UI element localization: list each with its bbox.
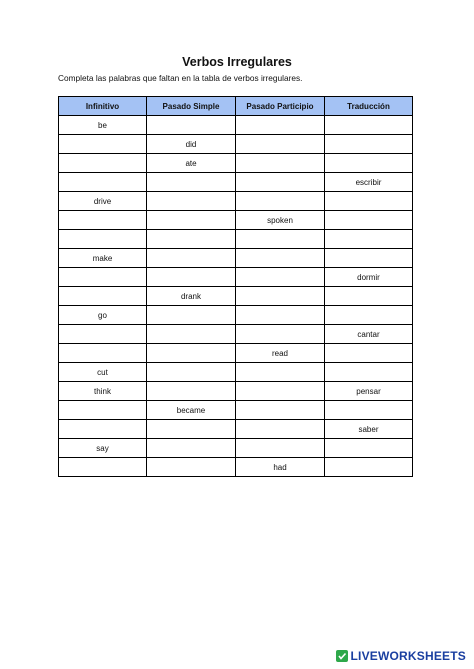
page-title: Verbos Irregulares <box>182 55 292 69</box>
cell-pasado-simple: did <box>147 135 236 154</box>
cell-pasado-participio[interactable] <box>236 420 325 439</box>
cell-pasado-participio[interactable] <box>236 287 325 306</box>
cell-pasado-participio[interactable] <box>236 325 325 344</box>
table-row <box>59 287 413 306</box>
cell-pasado-simple[interactable] <box>147 439 236 458</box>
brand-name: LIVEWORKSHEETS <box>350 649 466 663</box>
table-row <box>59 192 413 211</box>
cell-pasado-simple[interactable] <box>147 420 236 439</box>
cell-pasado-participio: spoken <box>236 211 325 230</box>
header-traduccion: Traducción <box>325 97 413 116</box>
cell-pasado-simple[interactable] <box>147 363 236 382</box>
table-row <box>59 268 413 287</box>
cell-traduccion[interactable] <box>325 363 413 382</box>
table-row <box>59 325 413 344</box>
cell-infinitivo: make <box>59 249 147 268</box>
header-pasado-simple: Pasado Simple <box>147 97 236 116</box>
cell-traduccion[interactable] <box>325 401 413 420</box>
cell-traduccion[interactable] <box>325 230 413 249</box>
cell-traduccion[interactable] <box>325 306 413 325</box>
cell-infinitivo[interactable] <box>59 211 147 230</box>
cell-pasado-simple[interactable] <box>147 211 236 230</box>
cell-infinitivo[interactable] <box>59 173 147 192</box>
table-row <box>59 173 413 192</box>
cell-pasado-simple[interactable] <box>147 173 236 192</box>
cell-pasado-participio[interactable] <box>236 439 325 458</box>
cell-pasado-simple: drank <box>147 287 236 306</box>
cell-pasado-participio[interactable] <box>236 363 325 382</box>
cell-infinitivo[interactable] <box>59 401 147 420</box>
cell-traduccion: pensar <box>325 382 413 401</box>
cell-traduccion: escribir <box>325 173 413 192</box>
cell-pasado-participio[interactable] <box>236 154 325 173</box>
liveworksheets-logo <box>336 649 466 663</box>
cell-traduccion[interactable] <box>325 154 413 173</box>
cell-traduccion[interactable] <box>325 211 413 230</box>
cell-infinitivo: go <box>59 306 147 325</box>
liveworksheets-logo-icon <box>336 650 348 662</box>
table-row <box>59 154 413 173</box>
cell-pasado-simple[interactable] <box>147 192 236 211</box>
cell-pasado-participio: read <box>236 344 325 363</box>
cell-traduccion[interactable] <box>325 135 413 154</box>
table-row <box>59 135 413 154</box>
cell-infinitivo[interactable] <box>59 230 147 249</box>
cell-pasado-simple[interactable] <box>147 344 236 363</box>
cell-pasado-participio: had <box>236 458 325 477</box>
cell-pasado-simple[interactable] <box>147 230 236 249</box>
cell-pasado-participio[interactable] <box>236 382 325 401</box>
cell-infinitivo: say <box>59 439 147 458</box>
cell-infinitivo[interactable] <box>59 135 147 154</box>
table-row <box>59 306 413 325</box>
cell-pasado-participio[interactable] <box>236 116 325 135</box>
table-header-row <box>59 97 413 116</box>
cell-pasado-participio[interactable] <box>236 268 325 287</box>
cell-pasado-simple: ate <box>147 154 236 173</box>
table-row <box>59 458 413 477</box>
table-row <box>59 382 413 401</box>
table-row <box>59 363 413 382</box>
table-row <box>59 116 413 135</box>
cell-pasado-simple[interactable] <box>147 268 236 287</box>
cell-pasado-simple[interactable] <box>147 458 236 477</box>
table-row <box>59 230 413 249</box>
cell-pasado-simple[interactable] <box>147 325 236 344</box>
cell-infinitivo[interactable] <box>59 154 147 173</box>
cell-pasado-participio[interactable] <box>236 173 325 192</box>
cell-pasado-participio[interactable] <box>236 135 325 154</box>
cell-traduccion: dormir <box>325 268 413 287</box>
cell-pasado-participio[interactable] <box>236 192 325 211</box>
cell-pasado-simple[interactable] <box>147 249 236 268</box>
header-pasado-participio: Pasado Participio <box>236 97 325 116</box>
cell-infinitivo[interactable] <box>59 268 147 287</box>
table-row <box>59 401 413 420</box>
cell-infinitivo: drive <box>59 192 147 211</box>
cell-traduccion[interactable] <box>325 344 413 363</box>
cell-pasado-simple[interactable] <box>147 116 236 135</box>
cell-traduccion: saber <box>325 420 413 439</box>
instructions-text: Completa las palabras que faltan en la tabla de verbos irregulares. <box>58 73 303 83</box>
cell-pasado-participio[interactable] <box>236 401 325 420</box>
cell-traduccion[interactable] <box>325 439 413 458</box>
cell-pasado-simple[interactable] <box>147 382 236 401</box>
cell-pasado-participio[interactable] <box>236 306 325 325</box>
cell-traduccion[interactable] <box>325 192 413 211</box>
cell-infinitivo[interactable] <box>59 287 147 306</box>
cell-traduccion[interactable] <box>325 116 413 135</box>
cell-pasado-simple[interactable] <box>147 306 236 325</box>
cell-traduccion[interactable] <box>325 249 413 268</box>
cell-infinitivo[interactable] <box>59 420 147 439</box>
table-row <box>59 249 413 268</box>
cell-pasado-simple: became <box>147 401 236 420</box>
cell-infinitivo[interactable] <box>59 344 147 363</box>
cell-infinitivo: cut <box>59 363 147 382</box>
table-row <box>59 211 413 230</box>
cell-traduccion: cantar <box>325 325 413 344</box>
cell-infinitivo[interactable] <box>59 325 147 344</box>
header-infinitivo: Infinitivo <box>59 97 147 116</box>
cell-pasado-participio[interactable] <box>236 230 325 249</box>
irregular-verbs-table <box>58 96 413 477</box>
table-row <box>59 344 413 363</box>
cell-infinitivo: think <box>59 382 147 401</box>
cell-infinitivo[interactable] <box>59 458 147 477</box>
cell-traduccion[interactable] <box>325 458 413 477</box>
table-row <box>59 439 413 458</box>
table-row <box>59 420 413 439</box>
cell-infinitivo: be <box>59 116 147 135</box>
cell-traduccion[interactable] <box>325 287 413 306</box>
cell-pasado-participio[interactable] <box>236 249 325 268</box>
